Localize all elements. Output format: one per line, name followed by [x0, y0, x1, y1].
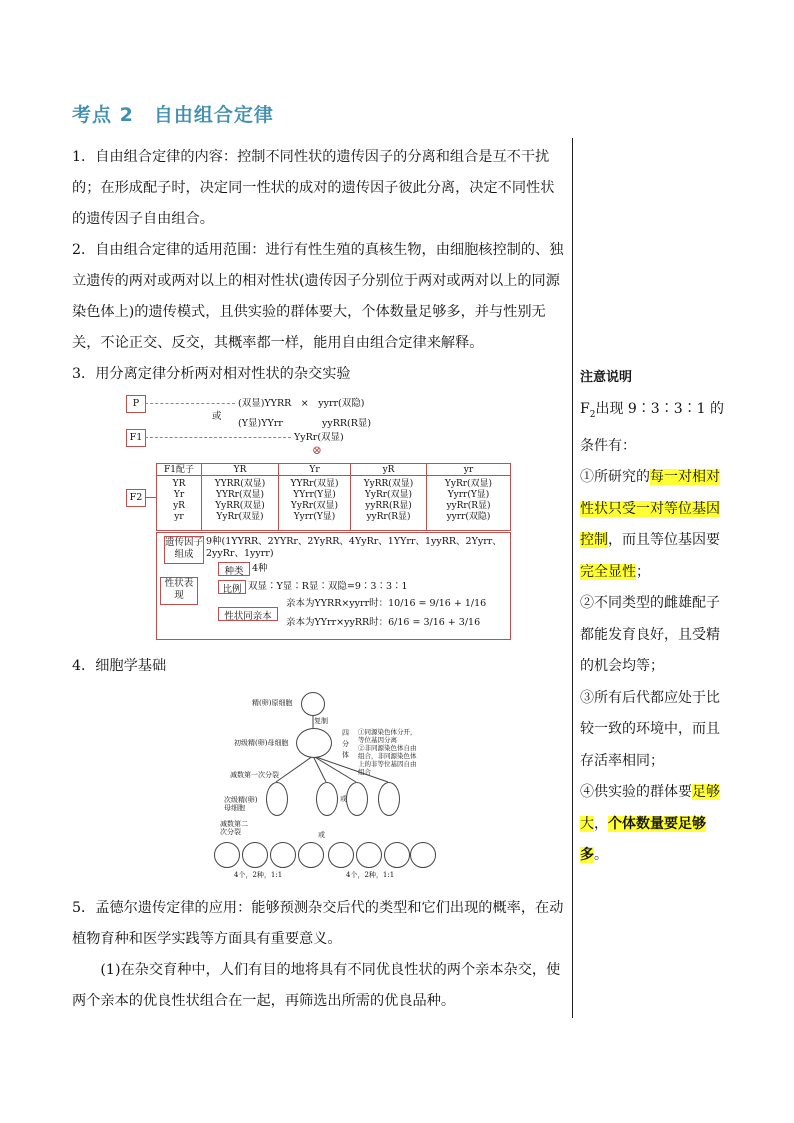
meiosis-diagram: [206, 690, 436, 880]
p-line2a: (Y显)YYrr: [238, 418, 283, 429]
punnett-grid: [156, 463, 511, 531]
genotype-text: 9种(1YYRR、2YYRr、2YyRR、4YyRr、1YYrr、1yyRR、2Yyrr、2yyRr、1yyrr): [206, 536, 502, 559]
gamete-4: [298, 842, 324, 868]
or-2: 或: [318, 831, 325, 839]
label-replication: 复制: [314, 717, 328, 725]
para-3: 3．用分离定律分析两对相对性状的杂交实验: [72, 366, 351, 382]
secondary-cell-1: [266, 782, 288, 816]
c4-highlight: 足够大: [580, 784, 720, 832]
label-meiosis-2: 减数第二次分裂: [220, 820, 248, 836]
grid-head-3: yR: [351, 464, 427, 476]
result-left: 4个，2种，1:1: [234, 871, 283, 879]
label-meiosis-1: 减数第一次分裂: [230, 771, 279, 779]
condition-2: ②不同类型的雌雄配子都能发育良好，且受精的机会均等；: [580, 595, 720, 675]
secondary-cell-4: [378, 782, 400, 816]
side-intro: [580, 394, 730, 463]
condition-4: [580, 777, 730, 872]
c1-highlight-2: 完全显性: [580, 563, 636, 580]
ratio-label: 比例: [218, 580, 246, 594]
f2-box: F2: [126, 489, 146, 507]
c4-e: 。: [594, 847, 608, 864]
grid-head-4: yr: [427, 464, 510, 476]
para-2: 2．自由组合定律的适用范围：进行有性生殖的真核生物，由细胞核控制的、独立遗传的两对或两对以上的相对性状(遗传因子分别位于两对或两对以上的同源染色体上)的遗传模式，且供实验的群体要大，个体数量足够多，并与性别无关，不论正交、反交，其概率都一样，能用自由组合定律来解释。: [72, 242, 564, 351]
kind-value: 4种: [252, 563, 268, 574]
c4-a: ④供实验的群体要: [580, 784, 692, 801]
label-tetrad: 四分体: [342, 729, 349, 759]
c1-c: ，而且等位基因要: [608, 532, 720, 549]
ratio-value: 双显∶Y显∶R显∶双隐=9∶3∶3∶1: [248, 581, 408, 592]
para-1: 1．自由组合定律的内容：控制不同性状的遗传因子的分离和组合是互不干扰的；在形成配子时，决定同一性状的成对的遗传因子彼此分离，决定不同性状的遗传因子自由组合。: [72, 149, 555, 227]
gamete-1: [214, 842, 240, 868]
label-spermatogonium: 精(卵)原细胞: [252, 699, 293, 707]
condition-3: ③所有后代都应处于比较一致的环境中，而且存活率相同；: [580, 689, 720, 769]
or-1: 或: [340, 795, 347, 803]
same-parent-1: 亲本为YYRR×yyrr时：10/16 = 9/16 + 1/16: [286, 598, 487, 609]
gamete-5: [328, 842, 354, 868]
f1-genotype: YyRr(双显): [294, 432, 344, 443]
or-text: 或: [212, 411, 222, 422]
gamete-7: [384, 842, 410, 868]
section-title: 考点 2 自由组合定律: [72, 104, 274, 126]
side-f: F: [580, 400, 590, 417]
result-right: 4个，2种，1:1: [346, 871, 395, 879]
grid-col-1: YYRR(双显) YYRr(双显) YyRR(双显) YyRr(双显): [202, 476, 279, 530]
phenotype-label: 性状表现: [160, 577, 198, 605]
c4-c: ，: [594, 815, 608, 832]
p-dash: [145, 403, 235, 404]
c1-highlight: 每一对相对性状只受一对等位基因控制: [580, 469, 720, 549]
secondary-cell-2: [316, 782, 338, 816]
self-cross-symbol: ⊗: [312, 443, 323, 457]
para-4-wrap: [72, 651, 566, 682]
label-secondary: 次级精(卵)母细胞: [224, 796, 258, 812]
grid-col-0: YR Yr yR yr: [157, 476, 202, 530]
same-parent-2: 亲本为YYrr×yyRR时：6/16 = 3/16 + 3/16: [286, 617, 481, 628]
grid-head-1: YR: [202, 464, 279, 476]
secondary-cell-3: [346, 782, 368, 816]
gamete-2: [242, 842, 268, 868]
label-primary: 初级精(卵)母细胞: [234, 739, 289, 747]
c1-a: ①所研究的: [580, 469, 650, 486]
p-line2b: yyRR(R显): [322, 418, 372, 429]
spermatogonium-cell: [301, 692, 325, 716]
side-title: 注意说明: [580, 370, 633, 385]
lower-text: [72, 893, 566, 1017]
condition-1: [580, 462, 730, 588]
label-rules: ①同源染色体分开，等位基因分离 ②非同源染色体自由组合，非同源染色体上的非等位基因自由组合: [358, 728, 417, 776]
grid-col-4: YyRr(双显) Yyrr(Y显) yyRr(R显) yyrr(双隐): [444, 479, 493, 522]
para-5: 5．孟德尔遗传定律的应用：能够预测杂交后代的类型和它们出现的概率，在动植物育种和医学实践等方面具有重要意义。: [72, 900, 564, 947]
side-notes: [580, 362, 730, 872]
gamete-8: [410, 842, 436, 868]
primary-cell: [296, 728, 332, 758]
cross-diagram: [126, 393, 510, 639]
side-intro-text: 出现 9∶3∶3∶1 的条件有：: [580, 400, 724, 454]
f1-dash: [145, 437, 291, 438]
main-column: [72, 142, 566, 390]
f2-link: [145, 497, 156, 498]
c4-highlight-2: 个体数量要足够多: [580, 815, 706, 864]
grid-col-2: YYRr(双显) YYrr(Y显) YyRr(双显) Yyrr(Y显): [279, 476, 351, 530]
same-parent-label: 性状同亲本: [218, 607, 278, 621]
para-4: 4．细胞学基础: [72, 658, 167, 674]
p-line1: (双显)YYRR × yyrr(双隐): [238, 398, 365, 409]
gamete-3: [270, 842, 296, 868]
grid-col-3: YyRR(双显) YyRr(双显) yyRR(R显) yyRr(R显): [351, 476, 427, 530]
grid-head-2: Yr: [279, 464, 351, 476]
kind-label: 种类: [218, 562, 250, 576]
genotype-label: 遗传因子组成: [164, 536, 204, 564]
f1-box: F1: [126, 429, 146, 447]
para-6: (1)在杂交育种中，人们有目的地将具有不同优良性状的两个亲本杂交，使两个亲本的优良性状组合在一起，再筛选出所需的优良品种。: [72, 962, 561, 1009]
c1-e: ；: [636, 563, 650, 580]
grid-head-0: F1配子: [157, 464, 202, 476]
p-box: P: [126, 395, 146, 413]
gamete-6: [356, 842, 382, 868]
column-divider: [572, 138, 573, 1018]
side-f-sub: 2: [589, 409, 596, 420]
